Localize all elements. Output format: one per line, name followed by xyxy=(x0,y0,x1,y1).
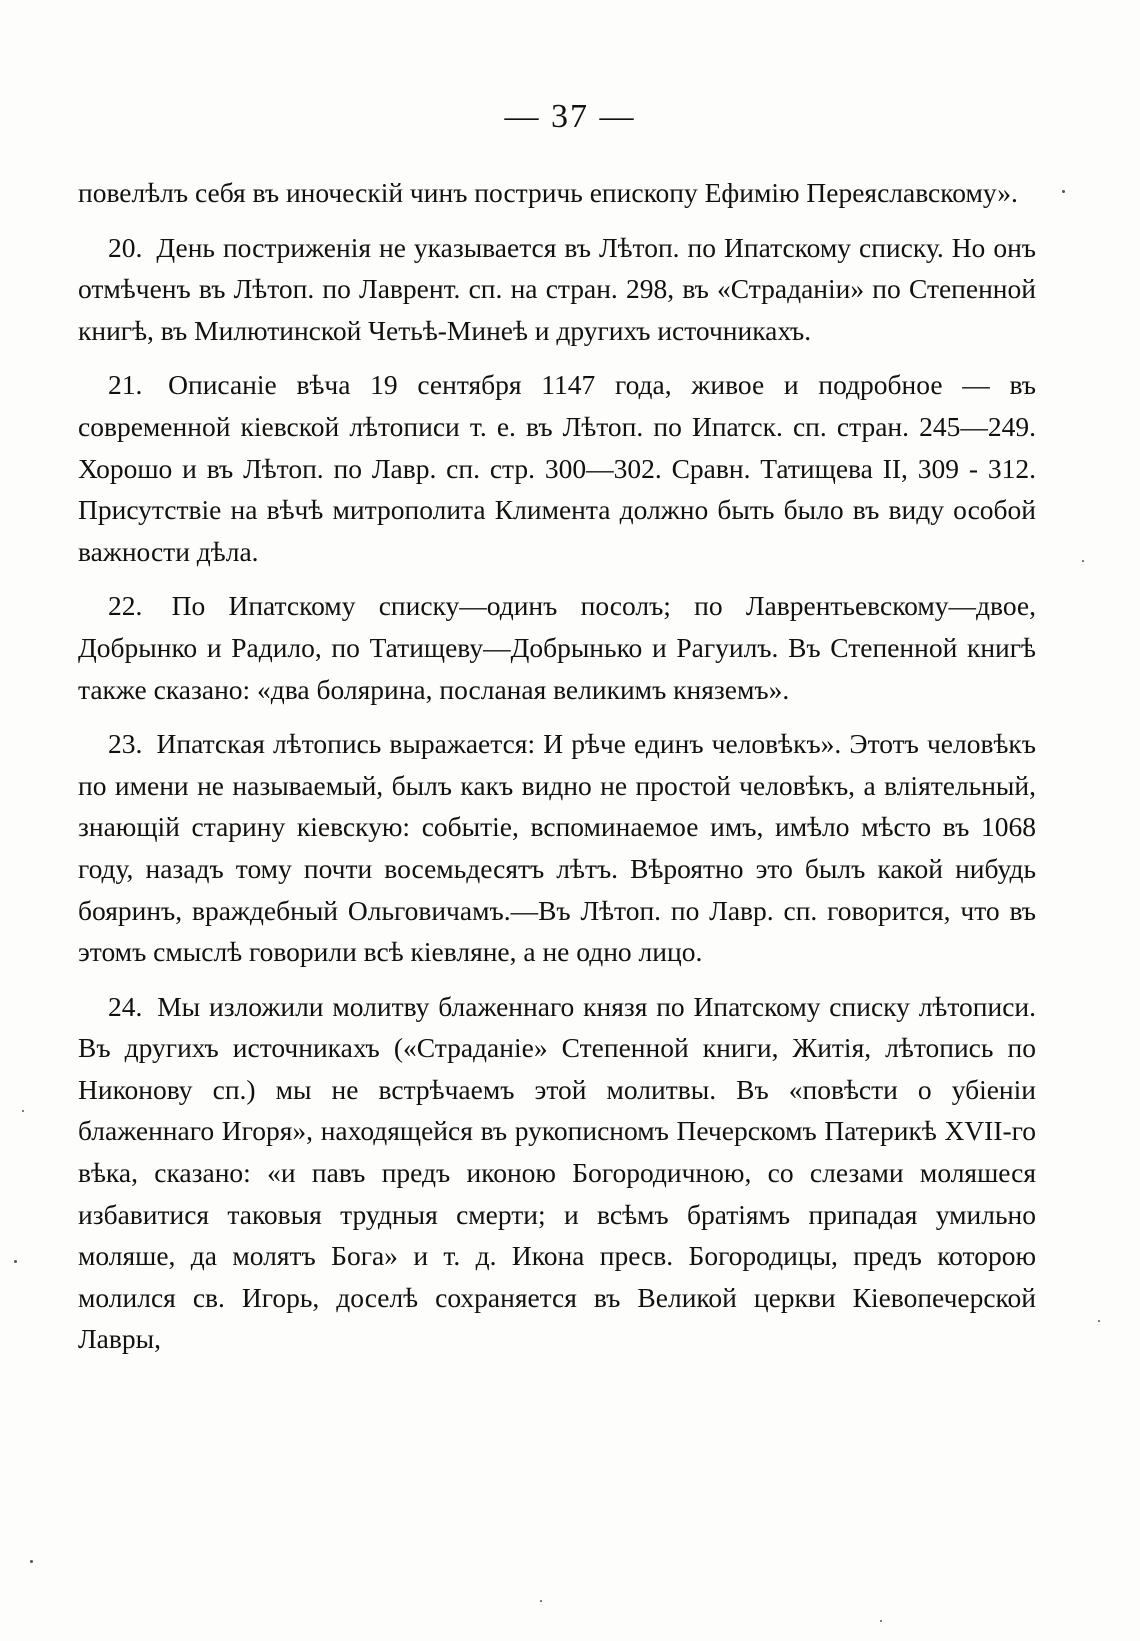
paragraph-continuation xyxy=(78,172,1036,214)
note-text: По Ипатскому списку—одинъ посолъ; по Лаврентьевскому—двое, Добрынко и Радило, по Татищеву—Добрынько и Рагуилъ. Въ Степенной книгѣ также сказано: «два болярина, посланая великимъ княземъ». xyxy=(78,590,1037,705)
scan-speck xyxy=(1098,1320,1100,1322)
note-20 xyxy=(78,227,1036,352)
page-body xyxy=(78,172,1036,1373)
scan-speck xyxy=(540,1600,542,1602)
scan-speck xyxy=(880,1620,882,1622)
note-text: День постриженія не указывается въ Лѣтоп. по Ипатскому списку. Но онъ отмѣченъ въ Лѣтоп. по Лаврент. сп. на стран. 298, въ «Страданіи» по Степенной книгѣ, въ Милютинской Четьѣ-Минеѣ и другихъ источникахъ. xyxy=(78,231,1037,346)
scan-speck xyxy=(1062,190,1065,193)
page-number: — 37 — xyxy=(504,98,636,135)
note-text: Мы изложили молитву блаженнаго князя по Ипатскому списку лѣтописи. Въ другихъ источникахъ («Страданіе» Степенной книги, Житія, лѣтопись по Никонову сп.) мы не встрѣчаемъ этой молитвы. Въ «повѣсти о убіеніи блаженнаго Игоря», находящейся въ рукописномъ Печерскомъ Патерикѣ XVII-го вѣка, сказано: «и павъ предъ иконою Богородичною, со слезами моляшеся избавитися таковыя трудныя смерти; и всѣмъ братіямъ припадая умильно моляше, да молятъ Бога» и т. д. Икона пресв. Богородицы, предъ которою молился св. Игорь, доселѣ сохраняется въ Великой церкви Кіевопечерской Лавры, xyxy=(78,990,1036,1355)
note-24 xyxy=(78,986,1036,1360)
note-text: Описаніе вѣча 19 сентября 1147 года, живое и подробное — въ современной кіевской лѣтописи т. е. въ Лѣтоп. по Ипатск. сп. стран. 245—249. Хорошо и въ Лѣтоп. по Лавр. сп. стр. 300—302. Сравн. Татищева II, 309 - 312. Присутствіе на вѣчѣ митрополита Климента должно быть было въ виду особой важности дѣла. xyxy=(78,369,1037,567)
paragraph-text: повелѣлъ себя въ иноческій чинъ постричь епископу Ефимію Переяславскому». xyxy=(78,177,1018,208)
note-number: 23. xyxy=(108,728,143,760)
scan-speck xyxy=(1082,560,1084,562)
scan-speck xyxy=(30,1560,33,1563)
scan-speck xyxy=(14,1260,17,1263)
scan-speck xyxy=(22,1110,24,1112)
note-23 xyxy=(78,723,1036,973)
note-22 xyxy=(78,585,1036,710)
note-number: 21. xyxy=(108,369,143,401)
note-21 xyxy=(78,364,1036,572)
note-text: Ипатская лѣтопись выражается: И рѣче единъ человѣкъ». Этотъ человѣкъ по имени не называемый, былъ какъ видно не простой человѣкъ, а вліятельный, знающій старину кіевскую: событіе, вспоминаемое имъ, имѣло мѣсто въ 1068 году, назадъ тому почти восемьдесятъ лѣтъ. Вѣроятно это былъ какой нибудь бояринъ, враждебный Ольговичамъ.—Въ Лѣтоп. по Лавр. сп. говорится, что въ этомъ смыслѣ говорили всѣ кіевляне, а не одно лицо. xyxy=(78,728,1036,968)
note-number: 24. xyxy=(108,990,143,1022)
note-number: 22. xyxy=(108,590,143,622)
note-number: 20. xyxy=(108,231,143,263)
